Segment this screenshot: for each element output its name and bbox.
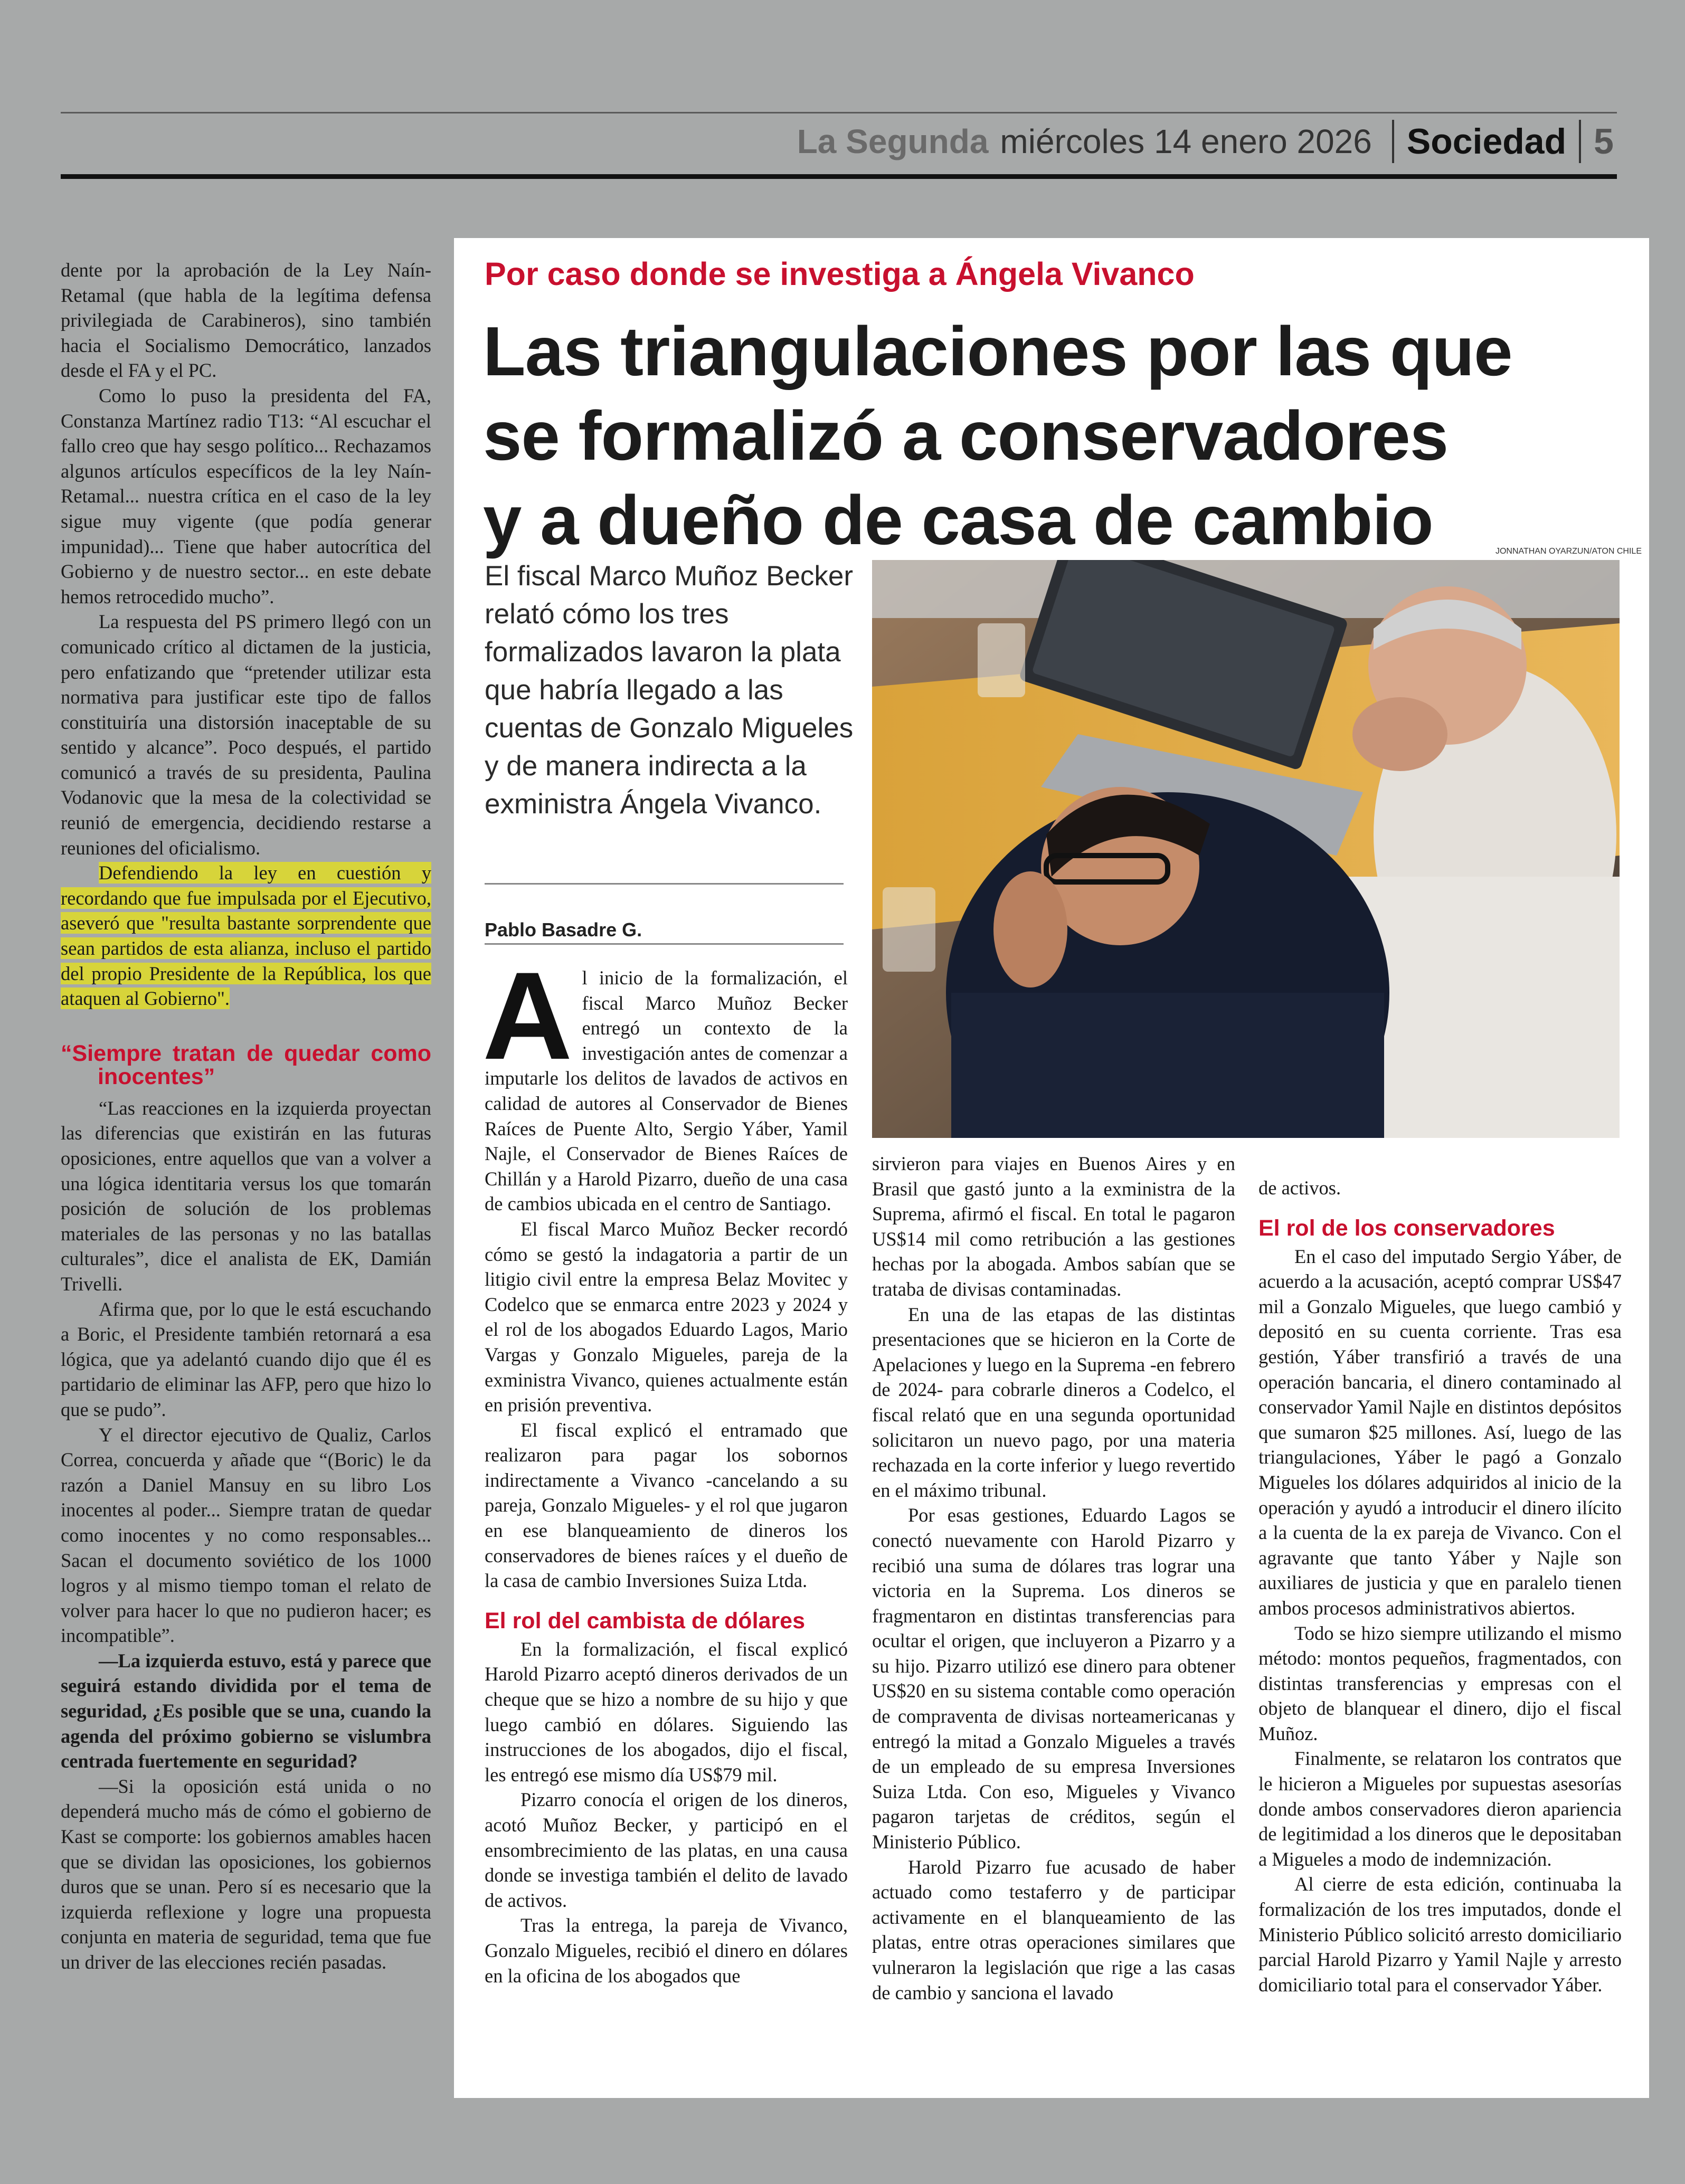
article-column-1 (482, 946, 848, 1988)
page-number: 5 (1594, 121, 1614, 162)
paragraph: La respuesta del PS primero llegó con un comunicado crítico al dictamen de la justicia, pero enfatizando que “pretender utilizar esta normativa para justificar este tipo de fallos constituiría una distorsión inaceptable de su sentido y alcance”. Poco después, el partido comunicó a través de su presidenta, Paulina Vodanovic que la mesa de la colectividad se reunió de emergencia, decidiendo restarse a reuniones del oficialismo. (61, 611, 431, 859)
paragraph: Como lo puso la presidenta del FA, Constanza Martínez radio T13: “Al escuchar el fallo creo que hay sesgo político... Rechazamos algunos artículos específicos de la ley Naín-Retamal... nuestra crítica en el caso de la ley sigue muy vigente (que podía generar impunidad)... Tiene que haber autocrítica del Gobierno y de nuestro sector... en este debate hemos retrocedido mucho”. (61, 384, 431, 607)
section-subhead: El rol de los conservadores (1258, 1215, 1555, 1241)
byline-rule (485, 943, 844, 945)
article-deck: El fiscal Marco Muñoz Becker relató cómo los tres formalizados lavaron la plata que habría llegado a las cuentas de Gonzalo Migueles y de manera indirecta a la exministra Ángela Vivanco. (485, 561, 854, 820)
paragraph: Todo se hizo siempre utilizando el mismo método: montos pequeños, fragmentados, con distintas transferencias y empresas con el objeto de blanquear el dinero, dijo el fiscal Muñoz. (1258, 1622, 1622, 1744)
article-kicker: Por caso donde se investiga a Ángela Vivanco (485, 256, 1195, 292)
headline-line: Las triangulaciones por las que (483, 312, 1512, 390)
paragraph: Pizarro conocía el origen de los dineros, acotó Muñoz Becker, y participó en el ensombrecimiento de las platas, en una causa donde se investiga también el delito de lavado de activos. (485, 1789, 848, 1911)
paragraph: Tras la entrega, la pareja de Vivanco, Gonzalo Migueles, recibió el dinero en dólares en la oficina de los abogados que (485, 1914, 848, 1987)
paragraph: En una de las etapas de las distintas presentaciones que se hicieron en la Corte de Apelaciones y luego en la Suprema -en febrero de 2024- para cobrarle dineros a Codelco, el fiscal relató que en una segunda oportunidad solicitaron un nuevo pago, por una materia rechazada en la corte inferior y luego revertido en el máximo tribunal. (872, 1303, 1235, 1501)
article-column-3 (1258, 1175, 1622, 1997)
newspaper-name: La Segunda (797, 122, 989, 160)
masthead-top-rule (61, 112, 1617, 113)
issue-date: miércoles 14 enero 2026 (1000, 122, 1372, 160)
article-panel (454, 238, 1649, 2098)
article-headline (483, 309, 1634, 563)
drop-cap: A (482, 946, 573, 1086)
left-column-article (61, 258, 431, 1975)
paragraph: Finalmente, se relataron los contratos que le hicieron a Migueles por supuestas asesorías donde ambos conservadores dieron apariencia de legitimidad a los dineros que le depositaban a Migueles a modo de indemnización. (1258, 1748, 1622, 1870)
paragraph-text: l inicio de la formalización, el fiscal Marco Muñoz Becker entregó un contexto de la investigación antes de comenzar a imputarle los delitos de lavados de activos en calidad de autores al Conservador de Bienes Raíces de Puente Alto, Sergio Yáber, Yamil Najle, el Conservador de Bienes Raíces de Chillán y a Harold Pizarro, dueño de una casa de cambios ubicada en el centro de Santiago. (485, 967, 848, 1215)
paragraph: sirvieron para viajes en Buenos Aires y en Brasil que gastó junto a la exministra de la Suprema, afirmó el fiscal. En total le pagaron US$14 mil como retribución a las gestiones hechas por la abogada. Ambos sabían que se trataba de divisas contaminadas. (872, 1153, 1235, 1300)
byline: Pablo Basadre G. (485, 919, 642, 941)
highlighted-paragraph (61, 860, 431, 1011)
deck-rule (485, 883, 844, 885)
section-name: Sociedad (1406, 121, 1567, 162)
paragraph: “Las reacciones en la izquierda proyectan las diferencias que existirán en las futuras oposiciones, entre aquellos que van a volver a una lógica identitaria versus los que tomarán posición de solución de los problemas materiales de las personas y no las batallas culturales”, dice el analista de EK, Damián Trivelli. (61, 1097, 431, 1295)
paragraph: El fiscal Marco Muñoz Becker recordó cómo se gestó la indagatoria a partir de un litigio civil entre la empresa Belaz Movitec y Codelco que se enmarca entre 2023 y 2024 y el rol de los abogados Eduardo Lagos, Mario Vargas y Gonzalo Migueles, pareja de la exministra Vivanco, quienes actualmente están en prisión preventiva. (485, 1218, 848, 1416)
section-subhead: El rol del cambista de dólares (485, 1608, 805, 1634)
paragraph: de activos. (1258, 1177, 1341, 1199)
highlight: Defendiendo la ley en cuestión y recordando que fue impulsada por el Ejecutivo, aseveró que "resulta bastante sorprendente que sean partidos de esta alianza, incluso el partido del propio Presidente de la República, los que ataquen al Gobierno". (61, 862, 431, 1010)
article-column-2 (872, 1151, 1235, 2005)
paragraph: En la formalización, el fiscal explicó Harold Pizarro aceptó dineros derivados de un cheque que se hizo a nombre de su hijo y que luego cambió en dólares. Siguiendo las instrucciones de los abogados, dijo el fiscal, les entregó ese mismo día US$79 mil. (485, 1638, 848, 1786)
photo-credit: JONNATHAN OYARZUN/ATON CHILE (1495, 547, 1642, 556)
paragraph: Por esas gestiones, Eduardo Lagos se conectó nuevamente con Harold Pizarro y recibió una suma de dólares tras lograr una victoria en la Suprema. Los dineros se fragmentaron en distintas transferencias para ocultar el origen, que incluyeron a Pizarro y a su hijo. Pizarro utilizó ese dinero para obtener US$20 en su sistema contable como operación de compraventa de divisas norteamericanas y entregó la mitad a Gonzalo Migueles a través de un empleado de su empresa Inversiones Suiza Ltda. Con eso, Migueles y Vivanco pagaron tarjetas de créditos, según el Ministerio Público. (872, 1504, 1235, 1853)
courtroom-photo-illustration (872, 560, 1620, 1138)
paragraph: Al cierre de esta edición, continuaba la formalización de los tres imputados, donde el Ministerio Público solicitó arresto domiciliario parcial Harold Pizarro y Yamil Najle y arresto domiciliario total para el conservador Yáber. (1258, 1873, 1622, 1996)
paragraph (482, 946, 848, 1217)
paragraph: En el caso del imputado Sergio Yáber, de acuerdo a la acusación, aceptó comprar US$47 mil a Gonzalo Migueles, que luego cambió y depositó en su cuenta corriente. Tras esa gestión, Yáber transfirió a través de una operación bancaria, el dinero contaminado al conservador Yamil Najle en distintos depósitos que sumaron $25 millones. Así, luego de las triangulaciones, Yáber le pagó a Gonzalo Migueles los dólares adquiridos al inicio de la operación y ayudó a introducir el dinero ilícito a la cuenta de la ex pareja de Vivanco. Con el agravante que tanto Yáber y Najle son auxiliares de justicia y que en paralelo tienen ambos procesos administrativos abiertos. (1258, 1245, 1622, 1619)
paragraph: El fiscal explicó el entramado que realizaron para pagar los sobornos indirectamente a Vivanco -cancelando a su pareja, Gonzalo Migueles- y el rol que jugaron en ese blanqueamiento de dineros los conservadores de bienes raíces y el dueño de la casa de cambio Inversiones Suiza Ltda. (485, 1419, 848, 1592)
masthead-bottom-rule (61, 174, 1617, 179)
headline-line: se formalizó a conservadores (483, 397, 1449, 474)
paragraph: dente por la aprobación de la Ley Naín-Retamal (que habla de la legítima defensa privilegiada de Carabineros), sino también hacia el Socialismo Democrático, lanzados desde el FA y el PC. (61, 259, 431, 382)
paragraph: Y el director ejecutivo de Qualiz, Carlos Correa, concuerda y añade que “(Boric) le da razón a Daniel Mansuy en su libro Los inocentes al poder... Siempre tratan de quedar como inocentes y no como responsables... Sacan el documento soviético de los 1000 logros y al mismo tiempo toman el relato de volver para hacer lo que no pudieron hacer; es incompatible”. (61, 1423, 431, 1647)
paragraph: Harold Pizarro fue acusado de haber actuado como testaferro y de participar activamente en el blanqueamiento de las platas, entre otras operaciones similares que vulneraron la legislación que rige a las casas de cambio y sanciona el lavado (872, 1856, 1235, 2003)
article-photo (872, 560, 1620, 1138)
interview-answer: —Si la oposición está unida o no dependerá mucho más de cómo el gobierno de Kast se comporte: los gobiernos amables hacen que se dividan las oposiciones, los gobiernos duros que se unan. Pero sí es necesario que la izquierda reflexione y logre una propuesta conjunta en materia de seguridad, tema que fue un driver de las elecciones recién pasadas. (61, 1775, 431, 1973)
masthead-divider (1392, 120, 1394, 163)
masthead-divider (1579, 120, 1581, 163)
interview-question: —La izquierda estuvo, está y parece que seguirá estando dividida por el tema de seguridad, ¿Es posible que se una, cuando la agenda del próximo gobierno se vislumbra centrada fuertemente en seguridad? (61, 1649, 431, 1772)
section-subhead: “Siempre tratan de quedar como inocentes” (61, 1040, 431, 1089)
paragraph: Afirma que, por lo que le está escuchando a Boric, el Presidente también retornará a esa lógica, que ya adelantó cuando dijo que él es partidario de eliminar las AFP, pero que hizo lo que se pudo”. (61, 1298, 431, 1420)
masthead (797, 115, 1614, 168)
headline-line: y a dueño de casa de cambio (483, 481, 1433, 559)
